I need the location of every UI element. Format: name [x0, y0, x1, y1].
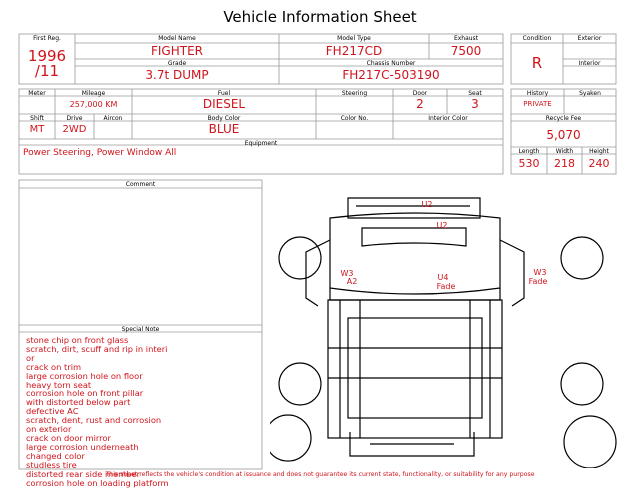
door-value: 2: [416, 97, 424, 111]
model-type-value: FH217CD: [325, 44, 383, 58]
disclaimer: This sheet reflects the vehicle's condition at issuance and does not guarantee its current state, functionality, or suitability for any purpose: [105, 471, 535, 478]
seat-label: Seat: [468, 90, 482, 97]
special-note-line: large corrosion underneath: [26, 441, 139, 452]
wheel-front-right: [561, 237, 603, 279]
mark-top: U2: [421, 200, 433, 209]
wheel-rear-right: [561, 363, 603, 405]
wheel-front-left: [279, 237, 321, 279]
mark-roof: U2: [436, 221, 448, 230]
width-value: 218: [554, 157, 575, 170]
history-value: PRIVATE: [523, 100, 552, 108]
door-label: Door: [412, 90, 428, 97]
history-label: History: [526, 90, 549, 97]
exhaust-label: Exhaust: [453, 35, 479, 42]
height-value: 240: [588, 157, 610, 170]
model-name-label: Model Name: [158, 35, 196, 42]
special-note-line: crack on door mirror: [26, 432, 111, 443]
special-note-line: with distorted below part: [26, 397, 131, 408]
special-note-line: large corrosion hole on floor: [26, 370, 143, 381]
exterior-label: Exterior: [577, 35, 602, 42]
chassis-label: Chassis Number: [366, 60, 416, 67]
drive-value: 2WD: [62, 124, 87, 135]
shift-value: MT: [29, 124, 45, 135]
shift-label: Shift: [30, 115, 44, 122]
comment-label: Comment: [125, 181, 156, 188]
truck-diagram: [270, 188, 620, 468]
special-note-line: changed color: [26, 450, 85, 461]
width-label: Width: [555, 148, 574, 155]
special-note-line: studless tire: [26, 459, 77, 470]
wheel-back-left: [270, 415, 311, 461]
fuel-value: DIESEL: [202, 97, 246, 111]
first-reg-month: /11: [34, 62, 60, 80]
body-color-value: BLUE: [208, 122, 240, 136]
steering-label: Steering: [341, 90, 368, 97]
sheet-title: Vehicle Information Sheet: [223, 8, 417, 26]
model-type-label: Model Type: [337, 35, 371, 42]
first-reg-label: First Reg.: [33, 35, 61, 42]
drive-label: Drive: [66, 115, 83, 122]
equipment-label: Equipment: [244, 140, 278, 147]
special-note-line: corrosion hole on loading platform: [26, 477, 169, 488]
special-note-line: scratch, dirt, scuff and rip in interi: [26, 343, 168, 354]
length-value: 530: [518, 157, 540, 170]
special-note-label: Special Note: [121, 326, 160, 333]
chassis-value: FH217C-503190: [342, 68, 440, 82]
meter-label: Meter: [28, 90, 46, 97]
special-note-line: scratch, dent, rust and corrosion: [26, 415, 162, 426]
body-color-label: Body Color: [207, 115, 241, 122]
first-reg-year: 1996: [27, 47, 67, 65]
mark-left-2: A2: [346, 277, 358, 286]
load-bed-outline: [328, 300, 502, 438]
special-note-line: defective AC: [26, 406, 79, 417]
height-label: Height: [589, 148, 609, 155]
special-note-list: [26, 336, 258, 487]
aircon-label: Aircon: [103, 115, 123, 122]
special-note-line: corrosion hole on front pillar: [26, 388, 144, 399]
grade-label: Grade: [167, 60, 187, 67]
mileage-value: 257,000 KM: [69, 100, 118, 109]
condition-label: Condition: [522, 35, 552, 42]
seat-value: 3: [471, 97, 479, 111]
special-note-line: heavy torn seat: [26, 379, 92, 390]
recycle-fee-value: 5,070: [546, 128, 581, 142]
mark-center-2: Fade: [436, 282, 456, 291]
syaken-label: Syaken: [579, 90, 601, 97]
special-note-line: stone chip on front glass: [26, 335, 129, 345]
mark-right-1: W3: [533, 268, 547, 277]
condition-value: R: [531, 54, 543, 72]
special-note-line: or: [26, 352, 35, 363]
special-note-line: on exterior: [26, 424, 72, 435]
color-no-label: Color No.: [340, 115, 369, 122]
model-name-value: FIGHTER: [150, 44, 203, 58]
mark-right-2: Fade: [528, 277, 548, 286]
length-label: Length: [518, 148, 540, 155]
equipment-value: Power Steering, Power Window All: [23, 148, 177, 158]
interior-label: Interior: [578, 60, 601, 67]
mark-left-1: W3: [340, 269, 354, 278]
recycle-fee-label: Recycle Fee: [545, 115, 582, 122]
wheel-rear-left: [279, 363, 321, 405]
mark-center-1: U4: [437, 273, 449, 282]
roof-panel: [362, 228, 466, 246]
interior-color-label: Interior Color: [428, 115, 468, 122]
wheel-back-right: [564, 416, 616, 468]
mileage-label: Mileage: [81, 90, 106, 97]
exhaust-value: 7500: [450, 44, 482, 58]
special-note-line: crack on trim: [26, 361, 82, 372]
grade-value: 3.7t DUMP: [145, 68, 209, 82]
special-note-line: distorted rear side member: [26, 468, 141, 479]
fuel-label: Fuel: [217, 90, 231, 97]
